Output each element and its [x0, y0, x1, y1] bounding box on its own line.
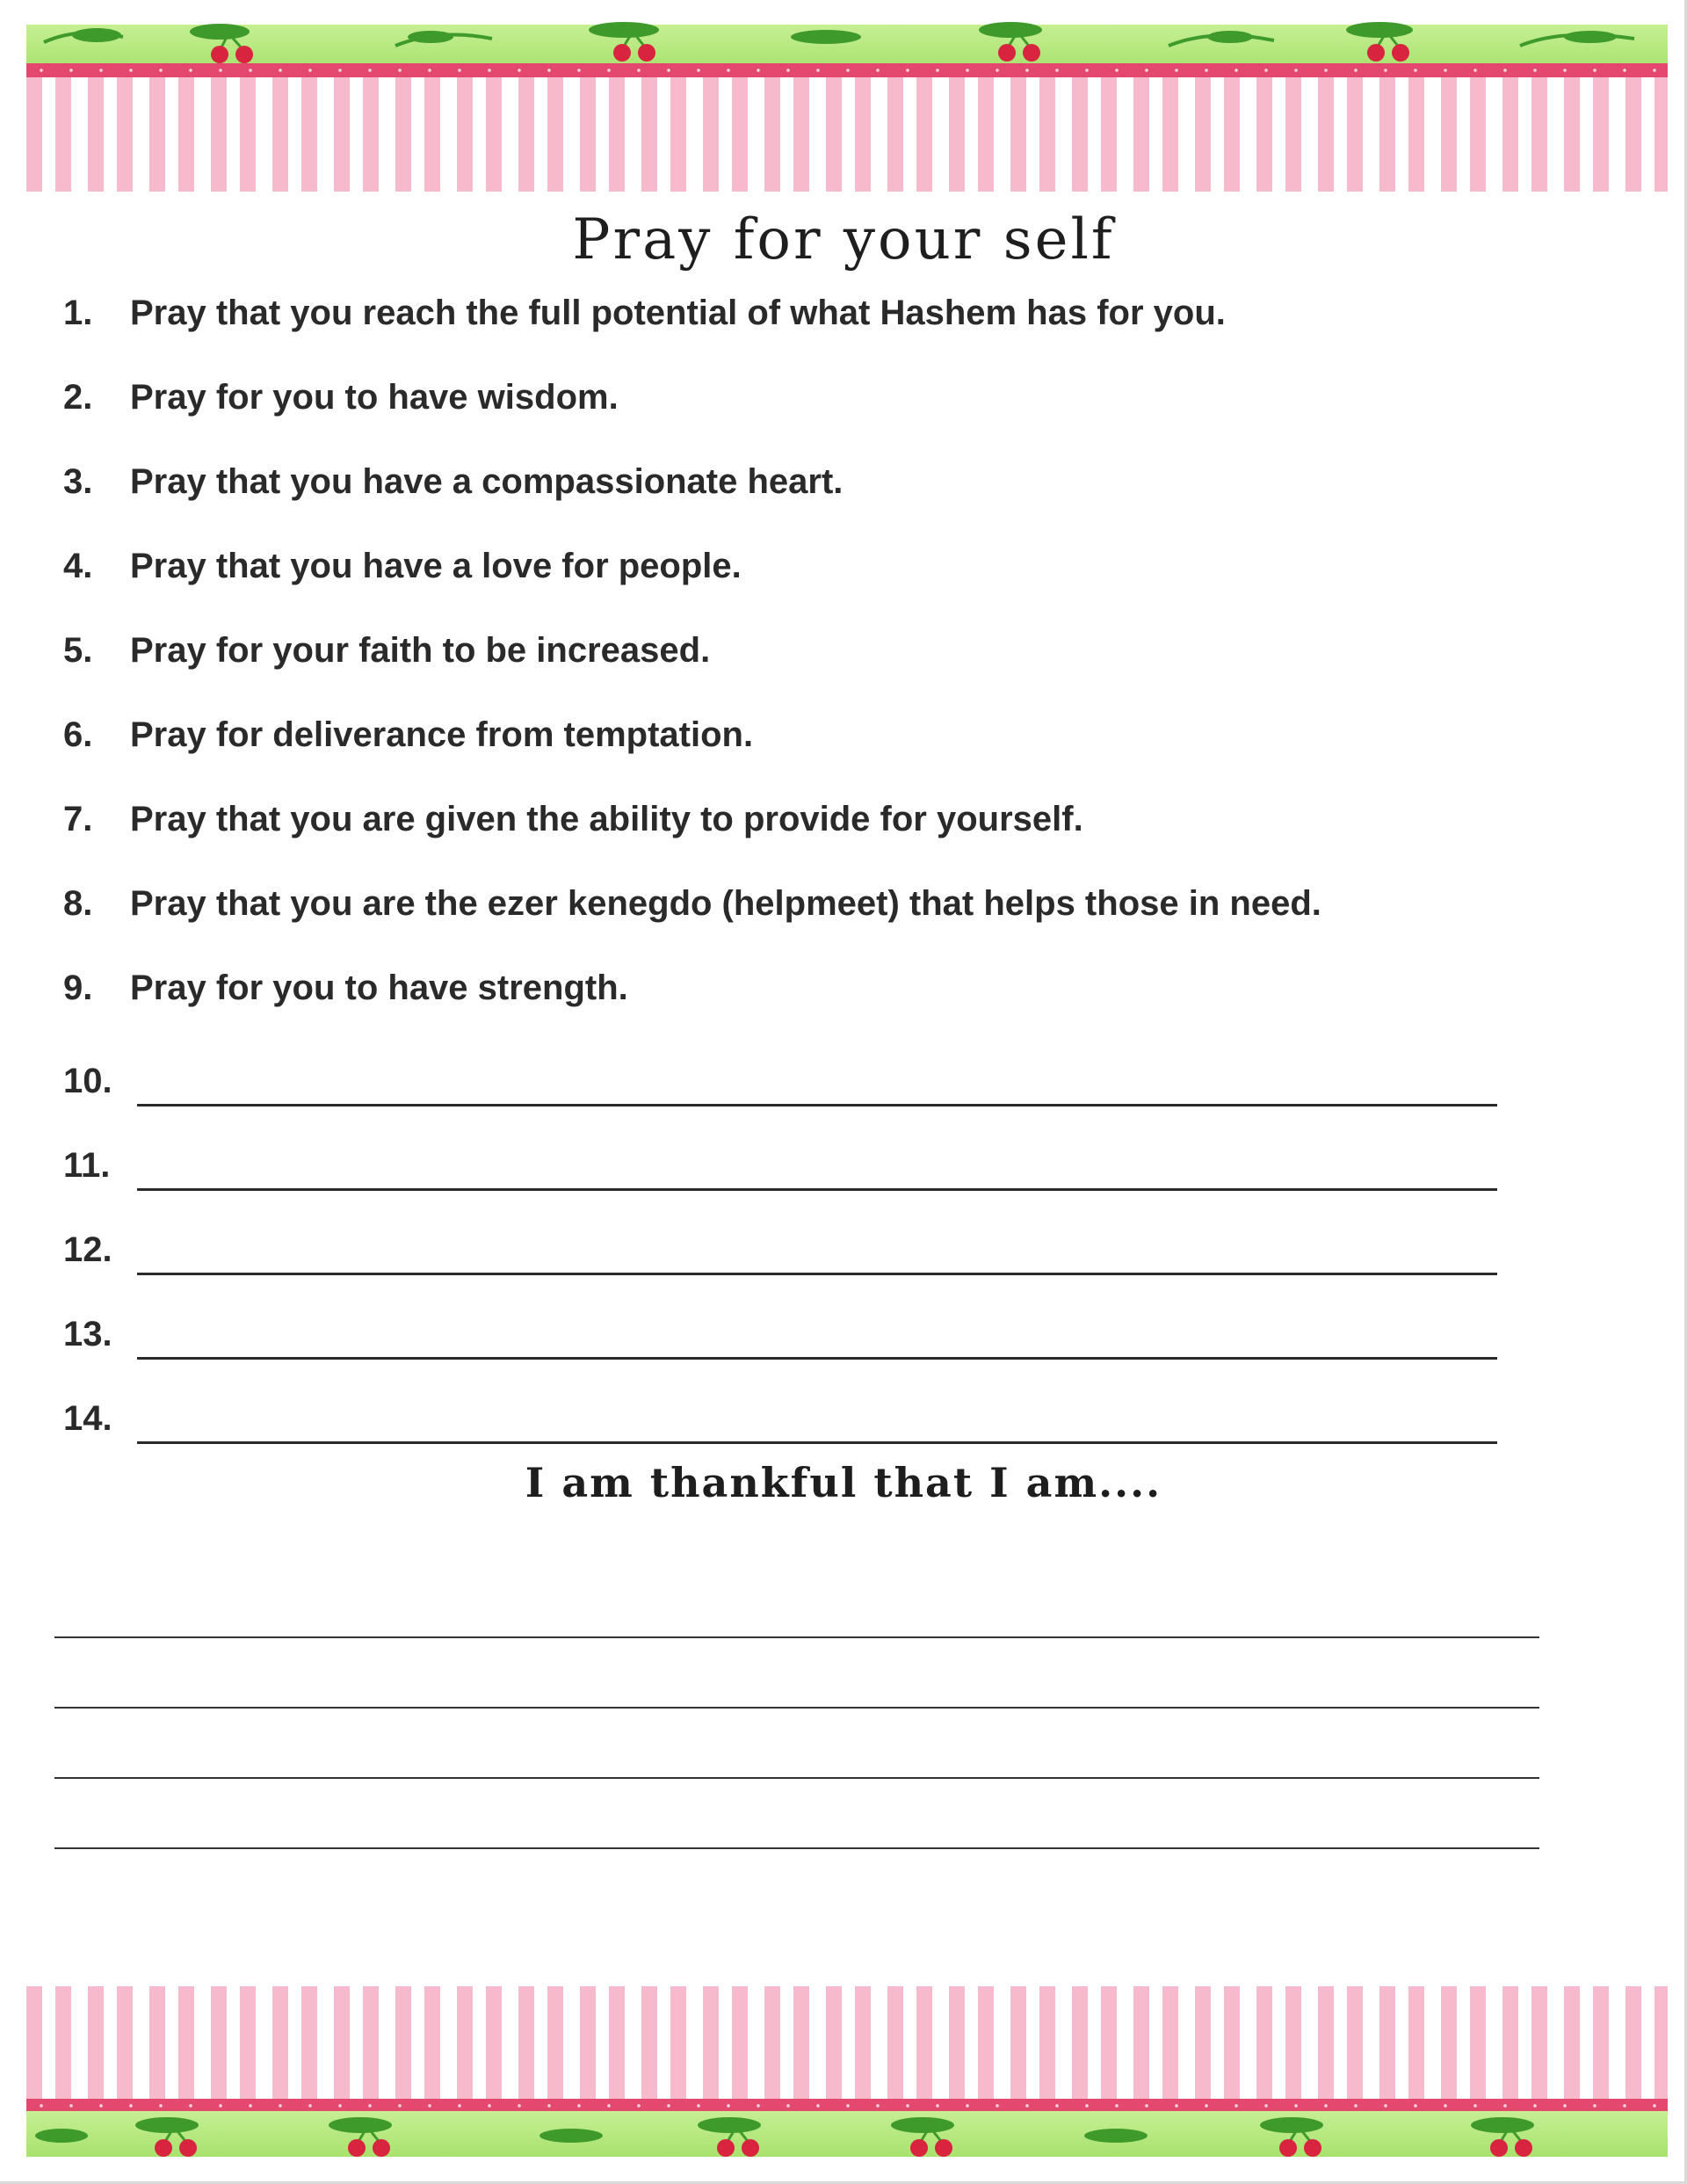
cherry-icon	[1084, 2129, 1148, 2143]
list-item	[63, 374, 1321, 459]
top-pink-stripes	[26, 77, 1668, 192]
cherry-icon	[979, 22, 1042, 62]
cherry-icon	[698, 2117, 761, 2157]
thankful-heading: I am thankful that I am....	[525, 1459, 1162, 1506]
list-item	[63, 965, 1321, 1049]
top-cherry-decoration	[26, 21, 1668, 67]
bottom-pink-stripes	[26, 1986, 1668, 2101]
item-number: 2.	[63, 378, 93, 417]
blank-list-item	[63, 1227, 134, 1311]
item-text: Pray that you have a love for people.	[130, 547, 742, 585]
cherry-icon	[589, 22, 659, 62]
item-number: 12.	[63, 1230, 112, 1269]
item-text: Pray that you reach the full potential of what Hashem has for you.	[130, 294, 1226, 332]
thankful-write-line[interactable]	[54, 1640, 1539, 1709]
item-number: 13.	[63, 1315, 112, 1353]
item-number: 8.	[63, 884, 93, 923]
blank-prayer-list	[63, 1058, 134, 1480]
item-number: 9.	[63, 969, 93, 1007]
thankful-lines	[54, 1570, 1539, 1851]
item-text: Pray for your faith to be increased.	[130, 631, 711, 670]
write-in-line[interactable]	[137, 1273, 1497, 1275]
item-text: Pray that you are the ezer kenegdo (helpmeet) that helps those in need.	[130, 884, 1321, 923]
item-number: 3.	[63, 462, 93, 501]
top-border	[26, 25, 1668, 200]
item-number: 1.	[63, 294, 93, 332]
list-item	[63, 881, 1321, 965]
bottom-cherry-row	[26, 2115, 1668, 2160]
cherry-icon	[35, 2129, 88, 2143]
cherry-icon	[539, 2129, 603, 2143]
cherry-icon	[891, 2117, 954, 2157]
write-in-line[interactable]	[137, 1441, 1497, 1444]
item-text: Pray for you to have strength.	[130, 969, 628, 1007]
item-text: Pray that you are given the ability to provide for yourself.	[130, 800, 1083, 838]
cherry-icon	[44, 28, 123, 42]
item-text: Pray that you have a compassionate heart.	[130, 462, 844, 501]
list-item	[63, 459, 1321, 543]
list-item	[63, 290, 1321, 374]
thankful-write-line[interactable]	[54, 1570, 1539, 1638]
item-number: 5.	[63, 631, 93, 670]
cherry-icon	[190, 24, 253, 63]
item-text: Pray for you to have wisdom.	[130, 378, 619, 417]
blank-list-item	[63, 1058, 134, 1143]
thankful-write-line[interactable]	[54, 1710, 1539, 1779]
prayer-list	[63, 290, 1321, 1049]
top-cherry-row	[26, 21, 1668, 67]
item-number: 4.	[63, 547, 93, 585]
top-pink-line	[26, 63, 1668, 77]
cherry-icon	[1471, 2117, 1534, 2157]
item-text: Pray for deliverance from temptation.	[130, 715, 754, 754]
write-in-line[interactable]	[137, 1188, 1497, 1191]
thankful-write-line[interactable]	[54, 1781, 1539, 1849]
item-number: 11.	[63, 1146, 111, 1185]
list-item	[63, 628, 1321, 712]
cherry-icon	[135, 2117, 199, 2157]
page-title: Pray for your self	[572, 207, 1115, 272]
write-in-line[interactable]	[137, 1104, 1497, 1107]
write-in-line[interactable]	[137, 1357, 1497, 1360]
item-number: 14.	[63, 1399, 112, 1438]
bottom-cherry-decoration	[26, 2115, 1668, 2160]
list-item	[63, 543, 1321, 628]
cherry-icon	[329, 2117, 392, 2157]
blank-list-item	[63, 1311, 134, 1396]
cherry-icon	[1346, 22, 1413, 62]
cherry-icon	[395, 31, 492, 46]
cherry-icon	[1260, 2117, 1323, 2157]
item-number: 10.	[63, 1062, 112, 1100]
cherry-icon	[1169, 31, 1274, 46]
list-item	[63, 796, 1321, 881]
cherry-icon	[791, 30, 861, 44]
list-item	[63, 712, 1321, 796]
bottom-border	[26, 1986, 1668, 2162]
cherry-icon	[1520, 31, 1634, 46]
blank-list-item	[63, 1143, 134, 1227]
item-number: 7.	[63, 800, 93, 838]
item-number: 6.	[63, 715, 93, 754]
